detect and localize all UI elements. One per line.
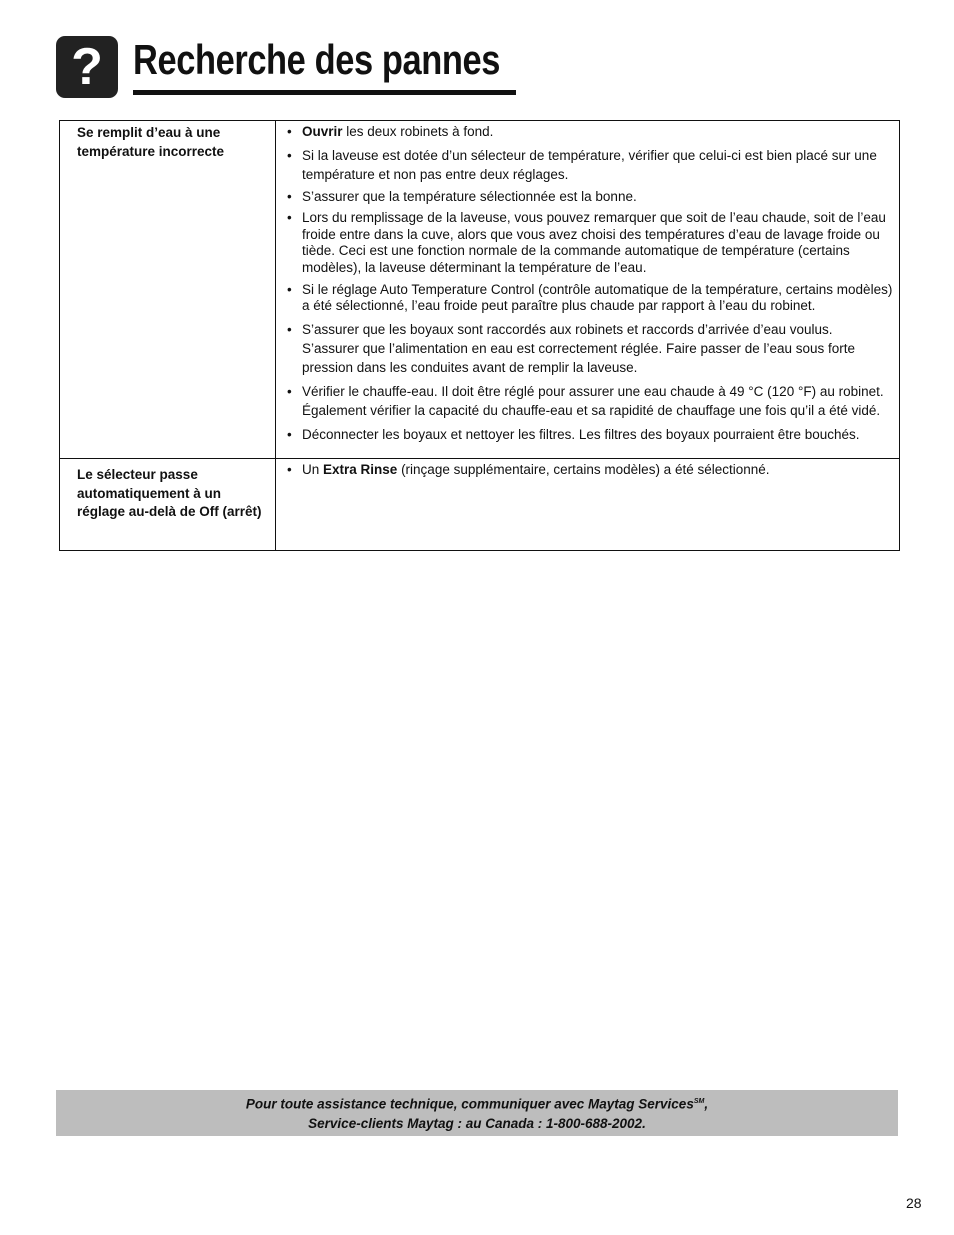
list-item [284,189,893,206]
icon-glyph: ? [71,38,103,96]
solution-text: Si le réglage Auto Temperature Control (contrôle automatique de la température, certains modèles) a été sélectionné, l’eau froide peut paraître plus chaude par rapport à l’eau du robinet. [302,281,893,314]
list-item [284,462,893,479]
list-item [284,124,893,141]
solution-bold: Ouvrir [302,124,343,139]
solution-bold: Extra Rinse [323,462,398,478]
question-mark-icon [56,36,118,98]
table-row [60,459,900,551]
footer-suffix: , [704,1096,709,1112]
solution-text: Lors du remplissage de la laveuse, vous pouvez remarquer que soit de l’eau chaude, soit de l’eau froide entre dans la cuve, alors que vous avez choisi des températures d’eau de lavage froide ou tiède. Ceci est une fonction normale de la commande automatique de température (certains modèles), la laveuse déterminant la température de l’eau. [302,210,886,275]
solution-text: Vérifier le chauffe-eau. Il doit être réglé pour assurer une eau chaude à 49 °C (120 °F) au robinet. Également vérifier la capacité du chauffe-eau et sa rapidité de chauffage une fois qu’il a été vidé. [302,383,884,418]
solution-prefix: Un [302,462,324,478]
problem-cell: Le sélecteur passe automatiquement à un réglage au-delà de Off (arrêt) [60,459,276,551]
list-item [284,427,893,444]
list-item [284,210,893,276]
footer-line-1 [56,1092,898,1114]
list-item [284,282,893,315]
solutions-list [284,462,893,479]
title-underline [133,90,516,95]
page-title: Recherche des pannes [133,36,500,83]
service-contact-bar [56,1090,898,1136]
solutions-cell [276,459,900,551]
brand-name: Maytag Services [588,1096,694,1112]
footer-prefix: Pour toute assistance technique, communiquer avec [245,1096,589,1112]
solution-text: (rinçage supplémentaire, certains modèles) a été sélectionné. [397,462,770,478]
footer-line-2: Service-clients Maytag : au Canada : 1-800-688-2002. [308,1115,646,1131]
solutions-list [284,124,893,443]
list-item [284,382,893,420]
page-number: 28 [906,1195,922,1211]
list-item [284,146,893,184]
solution-text: Déconnecter les boyaux et nettoyer les filtres. Les filtres des boyaux pourraient être bouchés. [302,426,860,442]
list-item [284,320,893,377]
page-header [56,34,526,100]
solution-text: les deux robinets à fond. [342,124,494,139]
table-row [60,121,900,459]
service-mark: SM [693,1098,705,1105]
solution-text: Si la laveuse est dotée d’un sélecteur de température, vérifier que celui-ci est bien placé sur une température et non pas entre deux réglages. [302,147,877,182]
solution-text: S’assurer que la température sélectionnée est la bonne. [302,188,637,204]
solutions-cell [276,121,900,459]
troubleshooting-table [59,120,900,551]
solution-text: S’assurer que les boyaux sont raccordés aux robinets et raccords d’arrivée d’eau voulus. S’assurer que l’alimentation en eau est correctement réglée. Faire passer de l’eau sous forte pression dans les conduites avant de remplir la laveuse. [302,321,856,375]
problem-cell: Se remplit d’eau à une température incorrecte [60,121,276,459]
